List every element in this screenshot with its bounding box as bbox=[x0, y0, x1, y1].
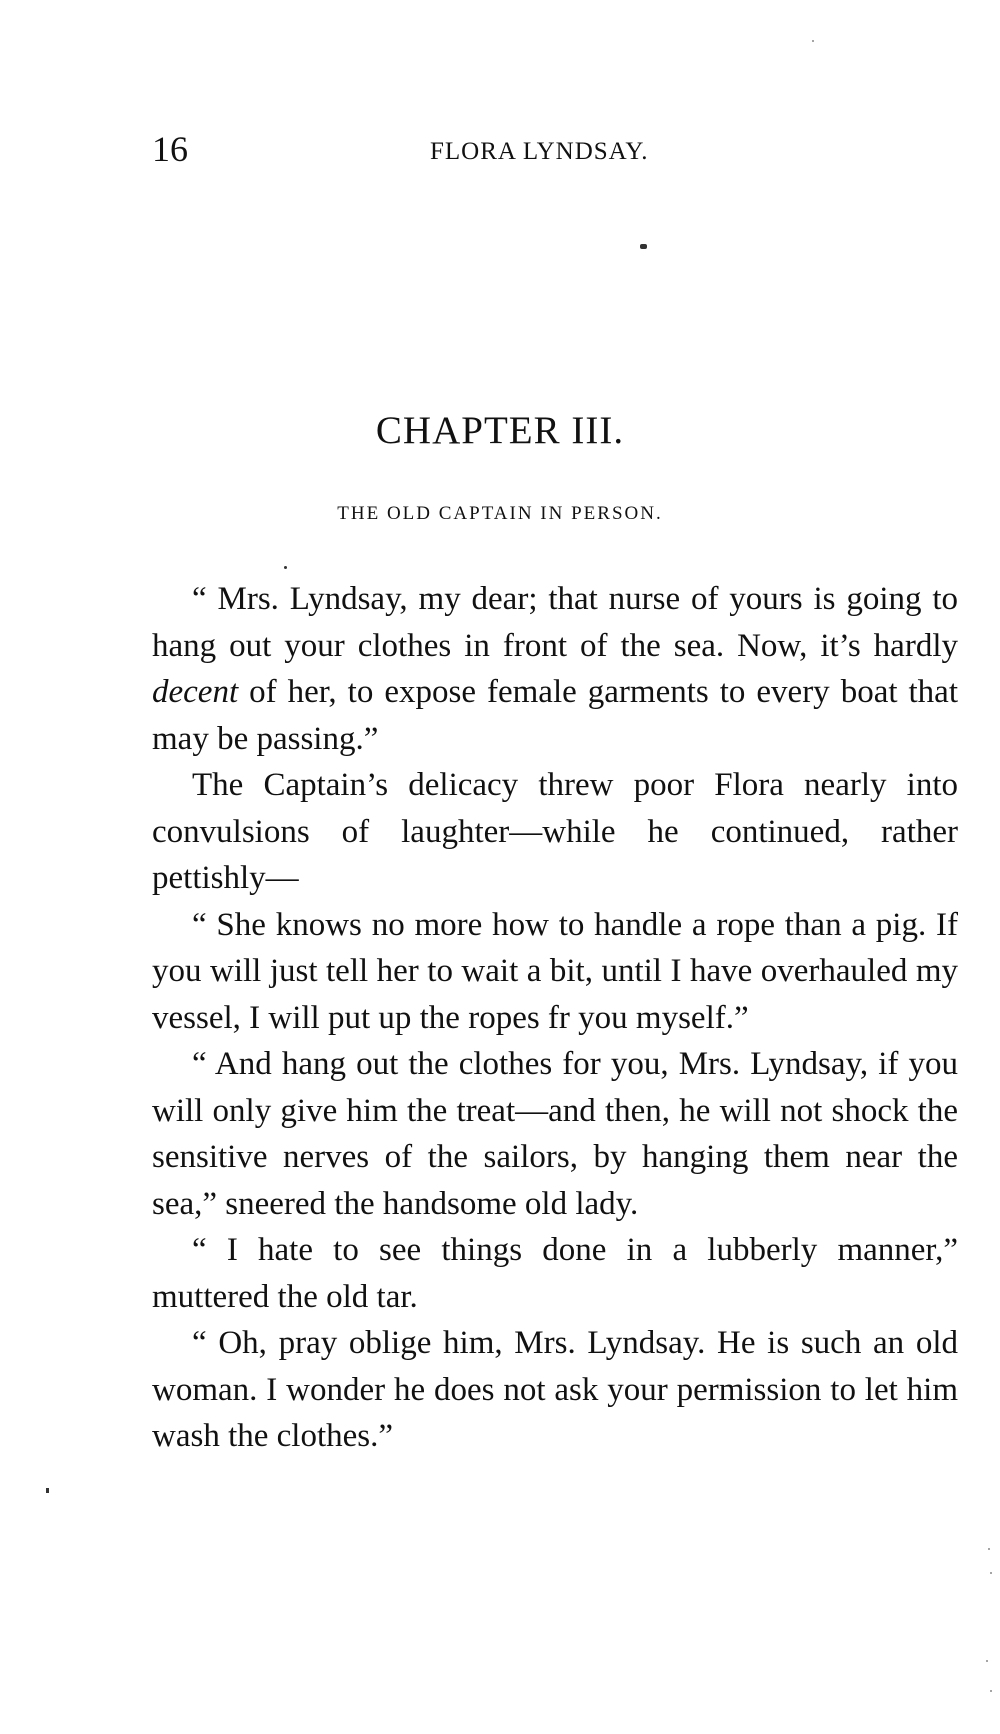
ink-speck bbox=[990, 1690, 992, 1692]
chapter-subtitle: THE OLD CAPTAIN IN PERSON. bbox=[337, 503, 663, 524]
paragraph: “ I hate to see things done in a lubberly manner,” muttered the old tar. bbox=[152, 1232, 958, 1315]
ink-speck bbox=[990, 1572, 992, 1574]
chapter-title: CHAPTER III. bbox=[375, 409, 625, 452]
page-header bbox=[152, 128, 952, 178]
ink-speck bbox=[986, 1660, 988, 1662]
ink-speck bbox=[812, 40, 814, 42]
ink-speck bbox=[46, 1488, 49, 1493]
paragraph: “ She knows no more how to handle a rope than a pig. If you will just tell her to wait a bit, until I have overhauled my vessel, I will put up the ropes fr you myself.” bbox=[152, 906, 958, 1036]
ink-speck bbox=[284, 566, 287, 569]
ink-speck bbox=[988, 1548, 990, 1550]
paragraph-text: “ Mrs. Lyndsay, my dear; that nurse of yours is going to hang out your clothes in front of the sea. Now, it’s hardly bbox=[152, 581, 958, 664]
paragraph: “ And hang out the clothes for you, Mrs. Lyndsay, if you will only give him the treat—and then, he will not shock the sensitive nerves of the sailors, by hanging them near the sea,” sneered the handsome old lady. bbox=[152, 1046, 958, 1222]
page-number: 16 bbox=[152, 129, 188, 169]
ink-speck bbox=[640, 244, 647, 249]
emphasized-word: decent bbox=[152, 674, 239, 710]
paragraph: “ Oh, pray oblige him, Mrs. Lyndsay. He is such an old woman. I wonder he does not ask your permission to let him wash the clothes.” bbox=[152, 1325, 958, 1454]
paragraph bbox=[152, 576, 958, 762]
chapter-body bbox=[152, 576, 958, 1460]
running-head: FLORA LYNDSAY. bbox=[430, 138, 649, 165]
paragraph: The Captain’s delicacy threw poor Flora nearly into convulsions of laughter—while he continued, rather pettishly— bbox=[152, 767, 958, 896]
paragraph-text: of her, to expose female garments to every boat that may be passing.” bbox=[152, 674, 958, 757]
